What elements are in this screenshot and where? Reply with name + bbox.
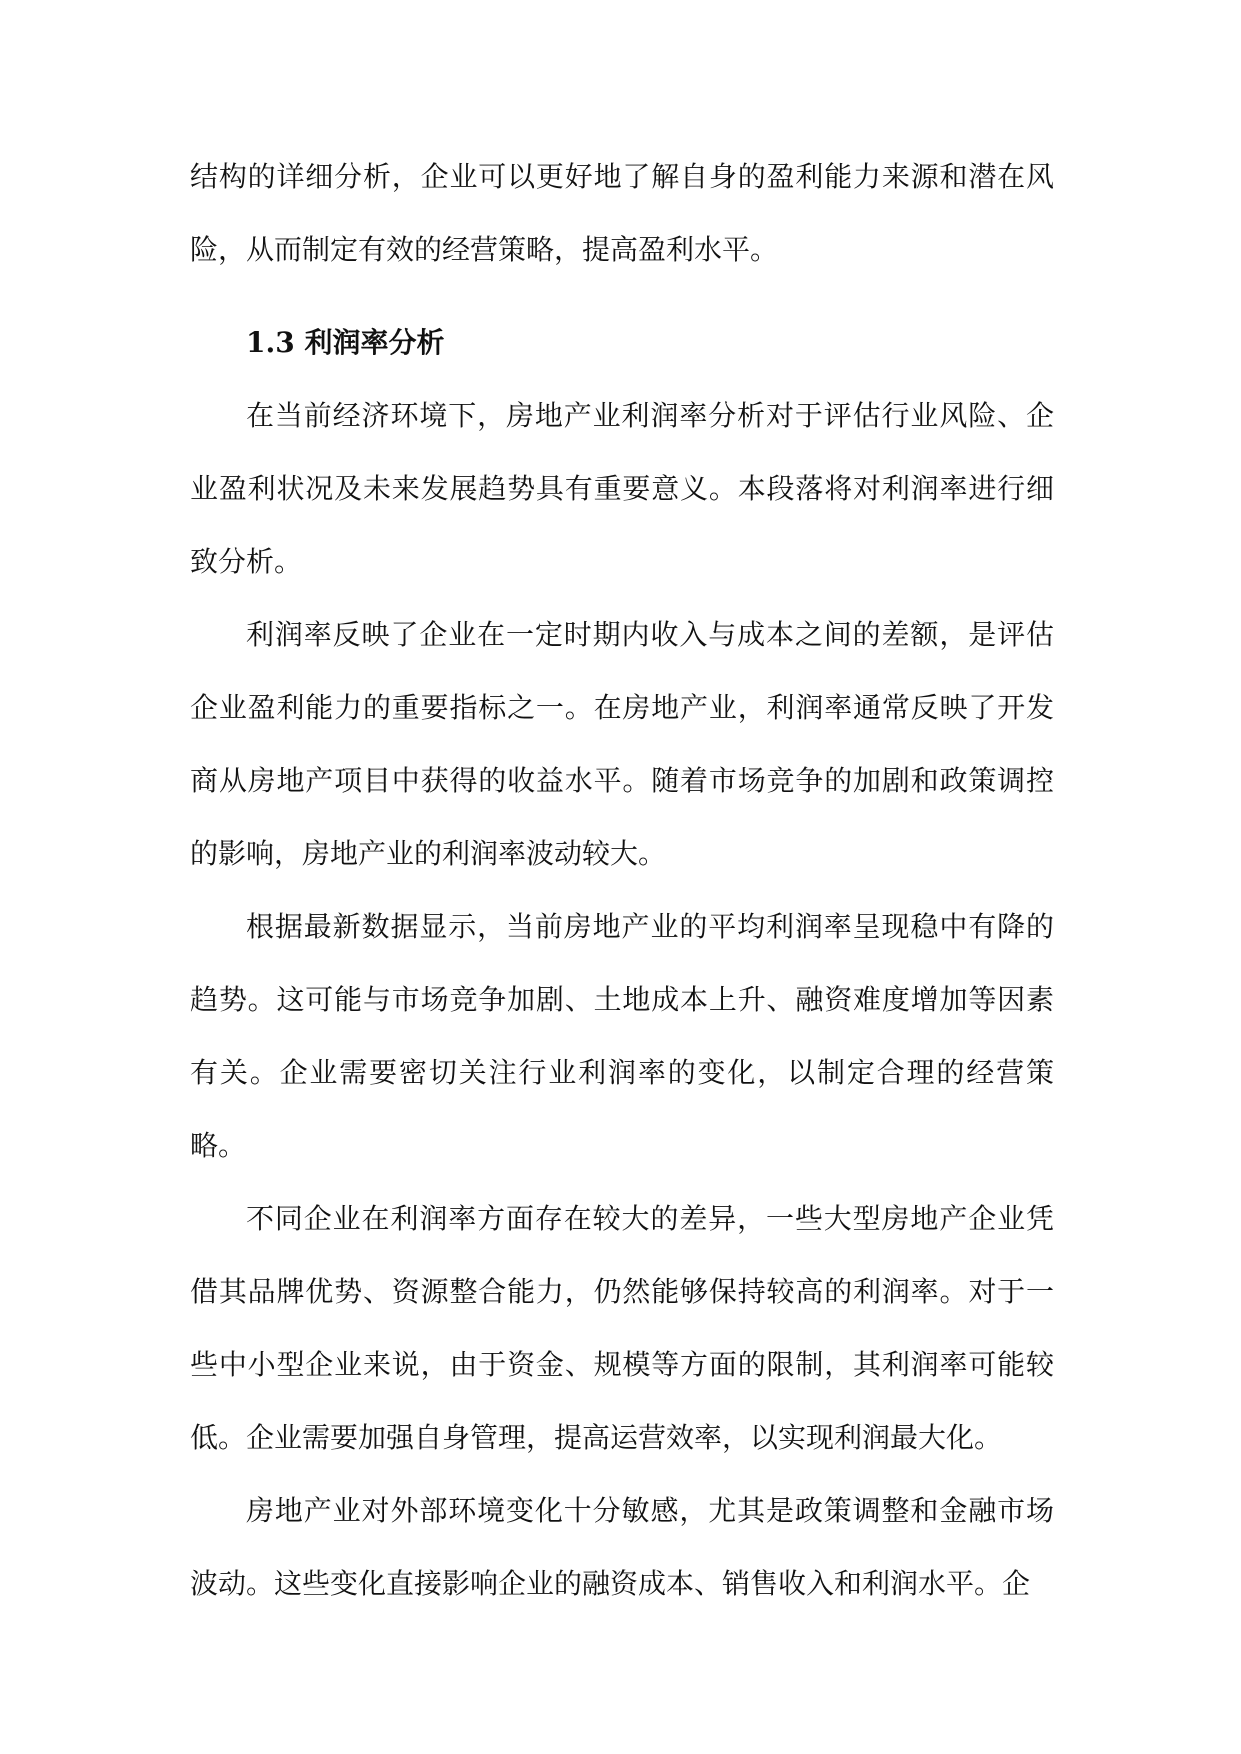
paragraph-1: 在当前经济环境下，房地产业利润率分析对于评估行业风险、企业盈利状况及未来发展趋势具有重要意义。本段落将对利润率进行细致分析。 [190,399,1054,578]
paragraph-3: 根据最新数据显示，当前房地产业的平均利润率呈现稳中有降的趋势。这可能与市场竞争加剧、土地成本上升、融资难度增加等因素有关。企业需要密切关注行业利润率的变化，以制定合理的经营策略。 [190,910,1054,1162]
paragraph-4: 不同企业在利润率方面存在较大的差异，一些大型房地产企业凭借其品牌优势、资源整合能力，仍然能够保持较高的利润率。对于一些中小型企业来说，由于资金、规模等方面的限制，其利润率可能较低。企业需要加强自身管理，提高运营效率，以实现利润最大化。 [190,1202,1054,1454]
paragraph-5: 房地产业对外部环境变化十分敏感，尤其是政策调整和金融市场波动。这些变化直接影响企业的融资成本、销售收入和利润水平。企 [190,1494,1054,1600]
document-body [190,140,1054,1620]
section-heading: 1.3 利润率分析 [246,326,445,359]
paragraph-2: 利润率反映了企业在一定时期内收入与成本之间的差额，是评估企业盈利能力的重要指标之一。在房地产业，利润率通常反映了开发商从房地产项目中获得的收益水平。随着市场竞争的加剧和政策调控的影响，房地产业的利润率波动较大。 [190,618,1054,870]
continued-paragraph: 结构的详细分析，企业可以更好地了解自身的盈利能力来源和潜在风险，从而制定有效的经营策略，提高盈利水平。 [190,160,1054,266]
